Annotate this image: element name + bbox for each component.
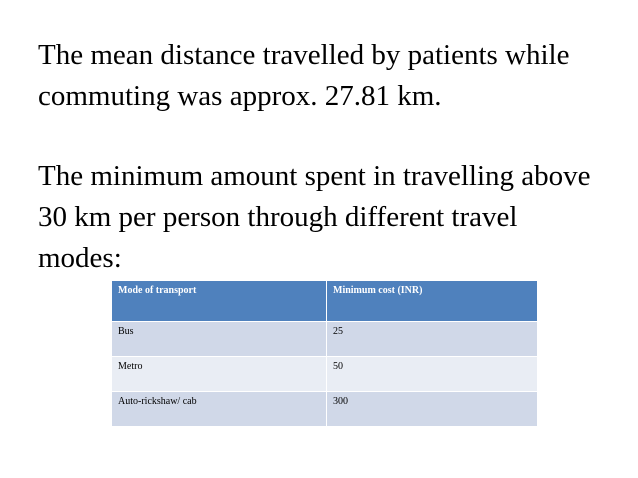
paragraph-line: 30 km per person through different travel [38,201,518,233]
paragraph-mean-distance [38,35,628,117]
table-row [112,392,537,427]
table-cell-mode: Metro [112,357,327,392]
table-cell-cost: 25 [327,322,537,357]
paragraph-line: The mean distance travelled by patients while [38,39,570,71]
paragraph-line: The minimum amount spent in travelling above [38,160,591,192]
header-mode-of-transport: Mode of transport [112,281,327,322]
table-cell-cost: 50 [327,357,537,392]
table-row [112,322,537,357]
transport-cost-table [112,281,537,427]
table-cell-cost: 300 [327,392,537,427]
table-cell-mode: Bus [112,322,327,357]
table-header-row [112,281,537,322]
header-minimum-cost: Minimum cost (INR) [327,281,537,322]
paragraph-line: commuting was approx. 27.81 km. [38,80,442,112]
paragraph-line: modes: [38,242,122,274]
table-cell-mode: Auto-rickshaw/ cab [112,392,327,427]
paragraph-minimum-amount [38,156,628,279]
table-row [112,357,537,392]
